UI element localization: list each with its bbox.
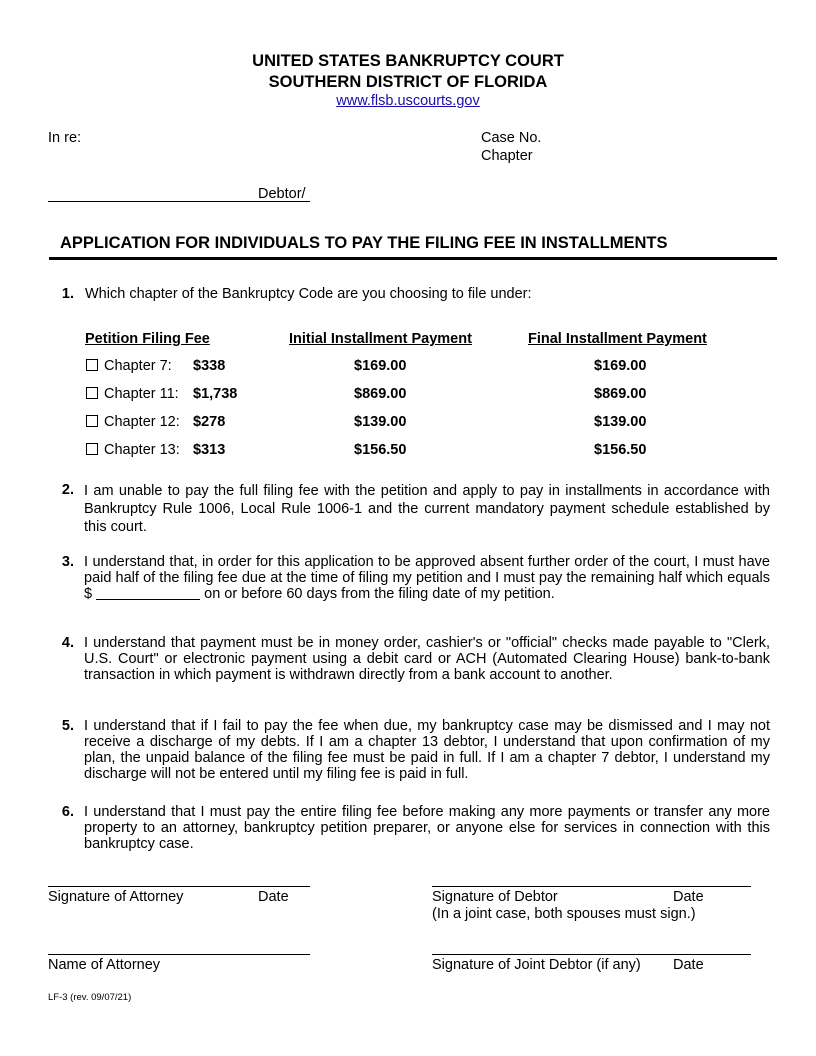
item-6-text: I understand that I must pay the entire filing fee before making any more payments or transfer any more property to an attorney, bankruptcy petition preparer, or anyone else for services in connection with this bankruptcy case.: [84, 804, 770, 852]
attorney-date-label: Date: [258, 889, 289, 905]
court-website-link[interactable]: www.flsb.uscourts.gov: [336, 93, 480, 109]
chapter-7-final: $169.00: [594, 358, 647, 374]
debtor-label: Debtor/: [258, 186, 306, 202]
in-re-label: In re:: [48, 130, 82, 146]
form-revision-footer: LF-3 (rev. 09/07/21): [48, 992, 132, 1003]
chapter-13-fee: $313: [193, 442, 226, 458]
attorney-signature-line[interactable]: [48, 886, 310, 887]
checkbox-icon[interactable]: [86, 387, 98, 399]
item-5-number: 5.: [61, 718, 74, 734]
debtor-signature-label: Signature of Debtor: [432, 889, 558, 905]
item-4-number: 4.: [61, 635, 74, 651]
chapter-7-initial: $169.00: [354, 358, 407, 374]
chapter-12-fee: $278: [193, 414, 226, 430]
chapter-11-initial: $869.00: [354, 386, 407, 402]
item-3-number: 3.: [61, 554, 74, 570]
case-no-label: Case No.: [481, 130, 542, 146]
petition-fee-header: Petition Filing Fee: [85, 331, 210, 347]
attorney-name-label: Name of Attorney: [48, 957, 161, 973]
attorney-signature-label: Signature of Attorney: [48, 889, 184, 905]
item-2-text: I am unable to pay the full filing fee with the petition and apply to pay in installments in accordance with Bankruptcy Rule 1006, Local Rule 1006-1 and the current mandatory payment schedule established by this court.: [84, 483, 770, 535]
checkbox-icon[interactable]: [86, 443, 98, 455]
joint-debtor-signature-line[interactable]: [432, 954, 751, 955]
chapter-11-option[interactable]: [86, 386, 179, 402]
item-3-text-b: on or before 60 days from the filing date of my petition.: [204, 586, 555, 602]
chapter-13-final: $156.50: [594, 442, 647, 458]
joint-case-note: (In a joint case, both spouses must sign.): [432, 906, 696, 922]
joint-debtor-date-label: Date: [673, 957, 704, 973]
debtor-name-line[interactable]: [48, 201, 258, 202]
item-1-text: Which chapter of the Bankruptcy Code are you choosing to file under:: [85, 286, 532, 302]
checkbox-icon[interactable]: [86, 359, 98, 371]
initial-installment-header: Initial Installment Payment: [289, 331, 472, 347]
chapter-11-final: $869.00: [594, 386, 647, 402]
chapter-label: Chapter 13:: [104, 442, 180, 458]
court-name: UNITED STATES BANKRUPTCY COURT: [252, 52, 564, 70]
item-5-text: I understand that if I fail to pay the fee when due, my bankruptcy case may be dismissed and I may not receive a discharge of my debts. If I am a chapter 13 debtor, I understand that upon confirmation of my plan, the unpaid balance of the filing fee must be paid in full. If I am a chapter 7 debtor, I understand my discharge will not be entered until my filing fee is paid in full.: [84, 718, 770, 782]
debtor-label-underline: [258, 201, 310, 202]
title-rule: [49, 257, 777, 260]
chapter-11-fee: $1,738: [193, 386, 238, 402]
joint-debtor-signature-label: Signature of Joint Debtor (if any): [432, 957, 641, 973]
remaining-half-amount-field[interactable]: [96, 587, 200, 600]
chapter-label: Chapter: [481, 148, 533, 164]
chapter-label: Chapter 12:: [104, 414, 180, 430]
item-6-number: 6.: [61, 804, 74, 820]
chapter-12-initial: $139.00: [354, 414, 407, 430]
chapter-label: Chapter 11:: [104, 386, 179, 402]
district-name: SOUTHERN DISTRICT OF FLORIDA: [268, 73, 548, 91]
chapter-7-option[interactable]: [86, 358, 172, 374]
chapter-12-final: $139.00: [594, 414, 647, 430]
checkbox-icon[interactable]: [86, 415, 98, 427]
debtor-date-label: Date: [673, 889, 704, 905]
chapter-12-option[interactable]: [86, 414, 180, 430]
attorney-name-line[interactable]: [48, 954, 310, 955]
debtor-signature-line[interactable]: [432, 886, 751, 887]
form-title: APPLICATION FOR INDIVIDUALS TO PAY THE FILING FEE IN INSTALLMENTS: [60, 234, 668, 252]
chapter-7-fee: $338: [193, 358, 226, 374]
item-3-text: [84, 554, 770, 602]
item-4-text: I understand that payment must be in money order, cashier's or "official" checks made payable to "Clerk, U.S. Court" or electronic payment using a debit card or ACH (Automated Clearing House) bank-to-bank transaction in which payment is withdrawn directly from a bank account to another.: [84, 635, 770, 683]
chapter-label: Chapter 7:: [104, 358, 172, 374]
item-2-number: 2.: [61, 482, 74, 498]
chapter-13-option[interactable]: [86, 442, 180, 458]
final-installment-header: Final Installment Payment: [528, 331, 707, 347]
item-1-number: 1.: [61, 286, 74, 302]
chapter-13-initial: $156.50: [354, 442, 407, 458]
item-3-text-a: I understand that, in order for this application to be approved absent further order of the court, I must have paid half of the filing fee due at the time of filing my petition and I must pay the remaining half which equals $: [84, 554, 770, 602]
